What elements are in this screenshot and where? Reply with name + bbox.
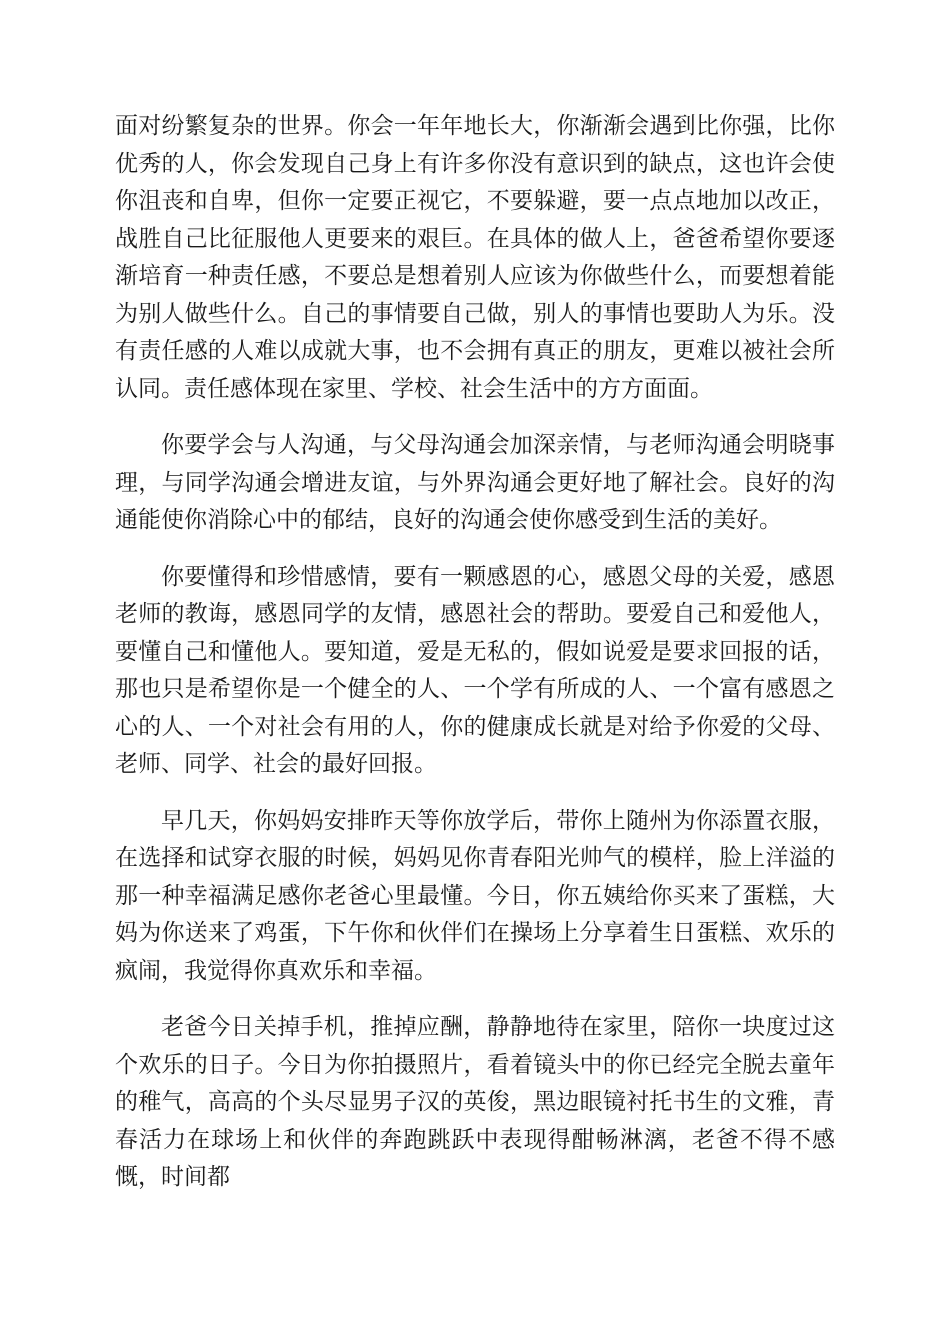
- paragraph-4: 早几天，你妈妈安排昨天等你放学后，带你上随州为你添置衣服，在选择和试穿衣服的时候，妈妈见你青春阳光帅气的模样，脸上洋溢的那一种幸福满足感你老爸心里最懂。今日，你五姨给你买来了蛋糕，大妈为你送来了鸡蛋，下午你和伙伴们在操场上分享着生日蛋糕、欢乐的疯闹，我觉得你真欢乐和幸福。: [115, 807, 835, 984]
- paragraph-2: 你要学会与人沟通，与父母沟通会加深亲情，与老师沟通会明晓事理，与同学沟通会增进友谊，与外界沟通会更好地了解社会。良好的沟通能使你消除心中的郁结，良好的沟通会使你感受到生活的美好。: [115, 432, 835, 533]
- paragraph-5: 老爸今日关掉手机，推掉应酬，静静地待在家里，陪你一块度过这个欢乐的日子。今日为你拍摄照片，看着镜头中的你已经完全脱去童年的稚气，高高的个头尽显男子汉的英俊，黑边眼镜衬托书生的文雅，青春活力在球场上和伙伴的奔跑跳跃中表现得酣畅淋漓，老爸不得不感慨，时间都: [115, 1014, 835, 1190]
- document-body: [115, 108, 835, 1197]
- paragraph-3: 你要懂得和珍惜感情，要有一颗感恩的心，感恩父母的关爱，感恩老师的教诲，感恩同学的友情，感恩社会的帮助。要爱自己和爱他人，要懂自己和懂他人。要知道，爱是无私的，假如说爱是要求回报的话，那也只是希望你是一个健全的人、一个学有所成的人、一个富有感恩之心的人、一个对社会有用的人，你的健康成长就是对给予你爱的父母、老师、同学、社会的最好回报。: [115, 563, 835, 777]
- paragraph-1: 面对纷繁复杂的世界。你会一年年地长大，你渐渐会遇到比你强，比你优秀的人，你会发现自己身上有许多你没有意识到的缺点，这也许会使你沮丧和自卑，但你一定要正视它，不要躲避，要一点点地加以改正，战胜自己比征服他人更要来的艰巨。在具体的做人上，爸爸希望你要逐渐培育一种责任感，不要总是想着别人应该为你做些什么，而要想着能为别人做些什么。自己的事情要自己做，别人的事情也要助人为乐。没有责任感的人难以成就大事，也不会拥有真正的朋友，更难以被社会所认同。责任感体现在家里、学校、社会生活中的方方面面。: [115, 113, 835, 402]
